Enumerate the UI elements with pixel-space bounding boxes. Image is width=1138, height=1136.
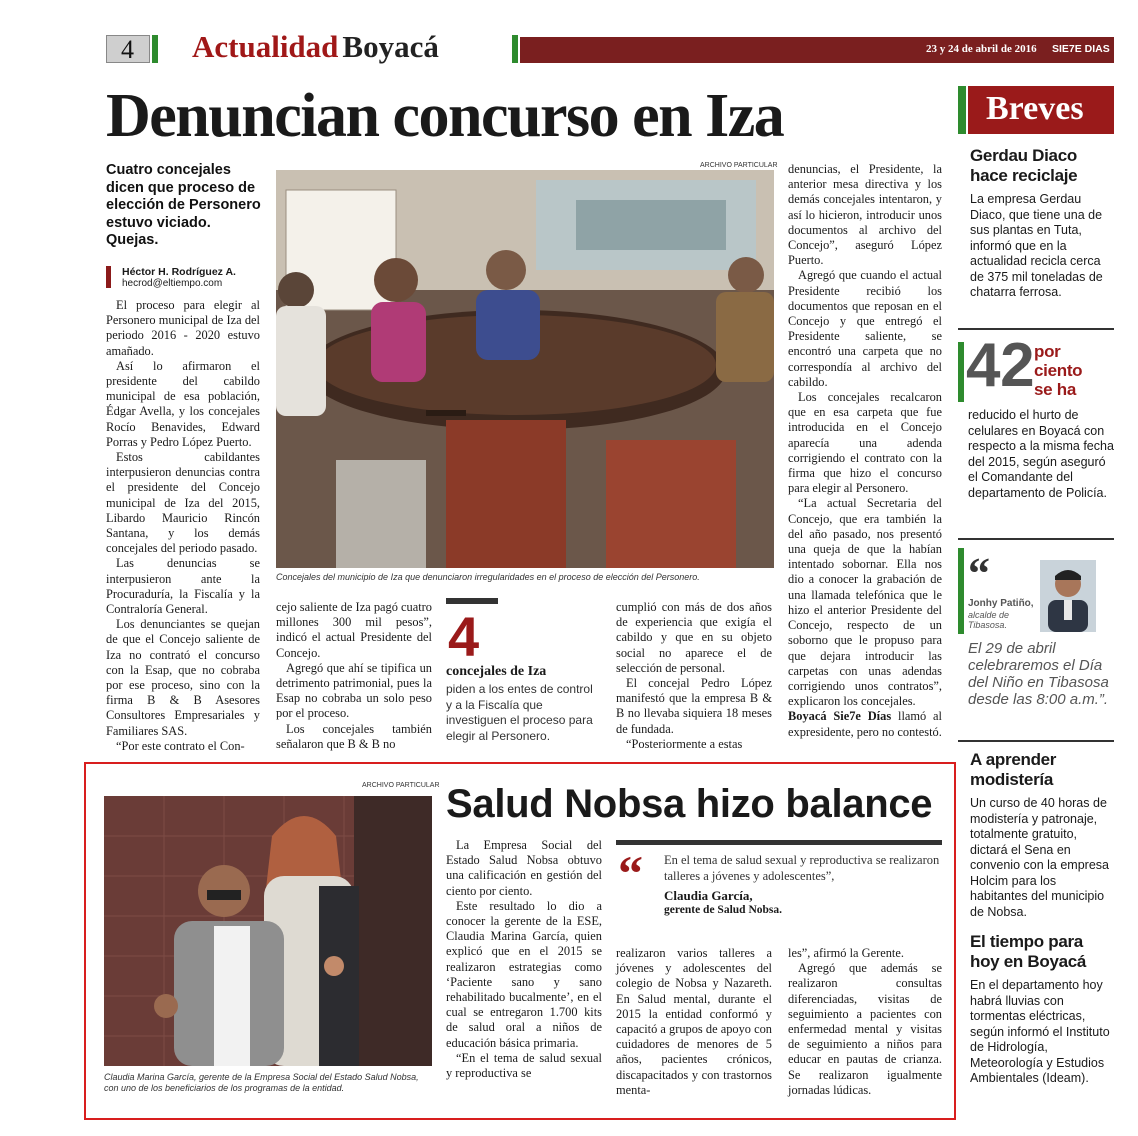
paragraph-end xyxy=(788,709,942,739)
second-photo-caption: Claudia Marina García, gerente de la Empresa Social del Estado Salud Nobsa, con uno de los beneficiarios de los programas de la entidad. xyxy=(104,1072,419,1093)
quote-mark-icon: “ xyxy=(618,845,643,901)
paragraph: Los concejales recalcaron que en esa carpeta que fue introducida en el Concejo aparecía una adenda corrigiendo el contrato con la firma que hizo el concurso para elegir al Personero. xyxy=(788,390,942,496)
region-name: Boyacá xyxy=(342,29,439,64)
paragraph: realizaron varios talleres a jóvenes y adolescentes del colegio de Nobsa y Nazareth. En Salud mental, durante el 2015 la entidad conformó y capacitó a grupos de apoyo con cuidadores de menores de 5 años, pacientes crónicos, discapacitados y con trastornos menta- xyxy=(616,946,772,1097)
second-photo-credit: ARCHIVO PARTICULAR xyxy=(362,782,440,789)
main-photo-caption: Concejales del municipio de Iza que denunciaron irregularidades en el proceso de elección del Personero. xyxy=(276,572,700,582)
paragraph: Agregó que ahí se tipifica un detrimento patrimonial, pues la Esap no cobraba un solo peso por el proceso. xyxy=(276,660,432,721)
paragraph: “La actual Secretaria del Concejo, que era también la del año pasado, nos presentó una queja de que la habían intentado sobornar. Ella nos dio a conocer la grabación de una llamada telefónica que le hizo el anterior Presidente del Concejo, respecto de un soborno que le propuso para que dejara introducir las carpetas con unas adendas corrigiendo unos contratos”, explicaron los concejales. xyxy=(788,496,942,709)
sidebar-quote-mark-icon: “ xyxy=(968,549,990,598)
stat-text: piden a los entes de control y a la Fiscalía que investiguen el proceso para elegir al Personero. xyxy=(446,682,593,743)
second-column-2 xyxy=(616,946,772,1098)
brief-3-title: El tiempo para hoy en Boyacá xyxy=(970,932,1087,971)
paragraph: La Empresa Social del Estado Salud Nobsa obtuvo una calificación en gestión del ciento por ciento. xyxy=(446,838,602,898)
sidebar-title: Breves xyxy=(986,90,1084,127)
stat-number: 4 xyxy=(448,605,479,668)
header-paper: SIE7E DIAS xyxy=(1052,43,1110,55)
paragraph: Este resultado lo dio a conocer la gerente de la ESE, Claudia Marina García, quien explicó que en el 2015 se realizaron estrategias como ‘Paciente sano y sano rehabilitado bucalmente’, en el cual se entregaron 1.700 kits de salud oral a niños de educación básica primaria. xyxy=(446,898,602,1050)
paper-name: Boyacá Sie7e Días xyxy=(788,709,892,724)
paragraph: Los denunciantes se quejan de que el Concejo saliente de Iza no contrató el concurso con la Esap, que no cobraba por ese proceso, sino con la firma B & B Asesores Consultores Empresariales y Familiares SAS. xyxy=(106,617,260,738)
header-date: 23 y 24 de abril de 2016 xyxy=(926,43,1037,55)
brief-1-text: La empresa Gerdau Diaco, que tiene una de sus plantas en Tuta, informó que en la actualidad recicla cerca de 375 mil toneladas de chatarra ferrosa. xyxy=(970,192,1103,299)
main-headline: Denuncian concurso en Iza xyxy=(106,82,784,150)
pull-quote xyxy=(616,840,942,934)
stat-title: concejales de Iza xyxy=(446,664,547,679)
quote-bar xyxy=(616,840,942,845)
brief-2-text: Un curso de 40 horas de modistería y patronaje, totalmente gratuito, dictará el Sena en convenio con la empresa Holcim para los habitantes del municipio de Nobsa. xyxy=(970,796,1109,919)
author-marker xyxy=(106,266,111,288)
photo-credit: ARCHIVO PARTICULAR xyxy=(700,162,778,169)
main-column-1 xyxy=(106,298,260,754)
paragraph: El proceso para elegir al Personero municipal de Iza del periodo 2016 - 2020 estuvo amañado. xyxy=(106,298,260,358)
sidebar-stat-text: reducido el hurto de celulares en Boyacá con respecto a la misma fecha del 2015, según aseguró el Comandante del departamento de Policía. xyxy=(968,408,1114,500)
nobsa-photo xyxy=(104,796,432,1066)
paragraph: Estos cabildantes interpusieron denuncias contra el presidente del Concejo municipal de Iza del 2015, Libardo Mauricio Rincón Santana, y los demás concejales del periodo pasado. xyxy=(106,450,260,556)
paragraph: Los concejales también señalaron que B & B no xyxy=(276,721,432,751)
second-column-1 xyxy=(446,838,602,1081)
sidebar-stat-label: por ciento se ha xyxy=(1034,342,1083,399)
sidebar-green-marker xyxy=(958,86,966,134)
jonhy-patino-photo xyxy=(1040,560,1096,632)
main-column-3 xyxy=(616,600,772,752)
brief-1-title: Gerdau Diaco hace reciclaje xyxy=(970,146,1078,185)
quote-role: gerente de Salud Nobsa. xyxy=(664,904,782,916)
paragraph-tail: llamó al expresidente, pero no contestó. xyxy=(788,709,942,739)
paragraph: cumplió con más de dos años de experiencia que exigía el cabildo y que en su objeto social no aparece el de selección de personal. xyxy=(616,600,772,675)
paragraph: “En el tema de salud sexual y reproductiva se xyxy=(446,1050,602,1081)
main-lead: Cuatro concejales dicen que proceso de elección de Personero estuvo viciado. Quejas. xyxy=(106,162,261,248)
nobsa-photo-illustration xyxy=(104,796,432,1066)
sidebar-breves xyxy=(958,86,1114,1126)
paragraph: Así lo afirmaron el presidente del cabildo municipal de esa población, Édgar Avella, y los concejales Rocío Benavides, Edward Porras y Pedro López Puerto. xyxy=(106,358,260,449)
sidebar-quote-name: Jonhy Patiño, xyxy=(968,598,1034,609)
paragraph: El concejal Pedro López manifestó que la empresa B & B no llevaba siquiera 18 meses de fundada. xyxy=(616,676,772,736)
section-label xyxy=(192,29,439,65)
divider xyxy=(958,538,1114,540)
section-name: Actualidad xyxy=(192,29,339,64)
paragraph: Agregó que cuando el actual Presidente recibió los documentos que reposan en el Concejo y que entregó el Presidente saliente, se encontró una carpeta que no correspondía al archivo del cabildo. xyxy=(788,268,942,389)
quote-green-marker xyxy=(958,548,964,634)
green-marker-2 xyxy=(512,35,518,63)
paragraph: “Por este contrato el Con- xyxy=(116,738,245,753)
paragraph: denuncias, el Presidente, la anterior mesa directiva y los demás concejales intentaron, y así lo hicieron, introducir unos documentos al archivo del Concejo”, aseguró López Puerto. xyxy=(788,162,942,268)
brief-2-title: A aprender modistería xyxy=(970,750,1057,789)
paragraph: Las denuncias se interpusieron ante la Procuraduría, la Fiscalía y la Contraloría General. xyxy=(106,556,260,617)
sidebar-quote-role: alcalde de Tibasosa. xyxy=(968,610,1010,630)
sidebar-quote-text: El 29 de abril celebraremos el Día del Niño en Tibasosa desde las 8:00 a.m.”. xyxy=(968,640,1109,708)
quote-name: Claudia García, xyxy=(664,888,753,903)
page-number: 4 xyxy=(121,35,134,64)
divider xyxy=(958,740,1114,742)
divider xyxy=(958,328,1114,330)
page-number-box xyxy=(106,35,150,63)
concejales-photo-illustration xyxy=(276,170,774,568)
author-email: hecrod@eltiempo.com xyxy=(122,278,223,289)
paragraph: “Posteriormente a estas xyxy=(626,736,743,751)
sidebar-stat-number: 42 xyxy=(966,331,1035,400)
second-headline: Salud Nobsa hizo balance xyxy=(446,782,933,826)
main-column-4 xyxy=(788,162,942,740)
page-header xyxy=(106,29,1114,65)
brief-3-text: En el departamento hoy habrá lluvias con tormentas eléctricas, según informó el Instituto de Hidrología, Meteorología y Estudios Ambientales (Ideam). xyxy=(970,978,1110,1085)
portrait-illustration xyxy=(1040,560,1096,632)
main-column-2 xyxy=(276,600,432,752)
stat-bar xyxy=(446,598,498,604)
green-marker xyxy=(152,35,158,63)
second-column-3 xyxy=(788,946,942,1098)
quote-text: En el tema de salud sexual y reproductiva se realizaron talleres a jóvenes y adolescentes”, xyxy=(664,853,940,883)
author-name: Héctor H. Rodríguez A. xyxy=(122,266,236,278)
stat-green-marker xyxy=(958,342,964,402)
paragraph: Agregó que además se realizaron consultas diferenciadas, visitas de seguimiento a pacientes con enfermedad mental y visitas de seguimiento a niños para educar en pautas de crianza. Se realizaron igualmente jornadas lúdicas. xyxy=(788,961,942,1097)
paragraph: cejo saliente de Iza pagó cuatro millones 300 mil pesos”, indicó el actual Presidente del Concejo. xyxy=(276,600,432,660)
paragraph: les”, afirmó la Gerente. xyxy=(788,946,904,960)
concejales-photo xyxy=(276,170,774,568)
